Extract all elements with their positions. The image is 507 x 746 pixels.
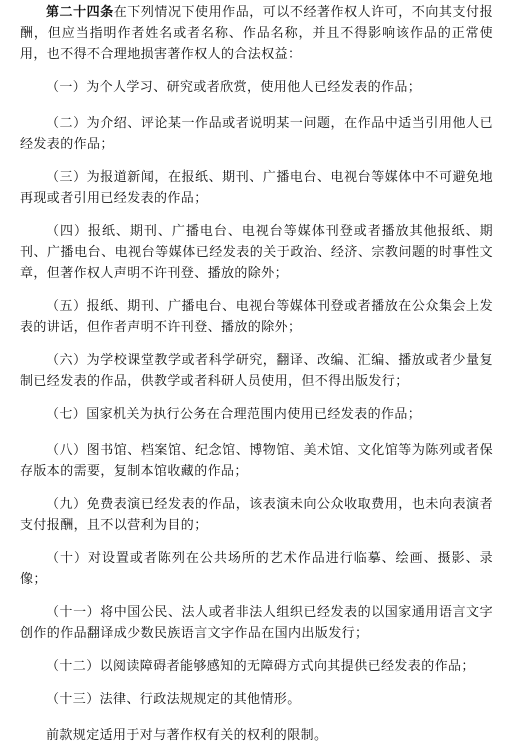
list-item-2: （二）为介绍、评论某一作品或者说明某一问题，在作品中适当引用他人已经发表的作品； bbox=[20, 116, 493, 152]
list-item-8: （八）图书馆、档案馆、纪念馆、博物馆、美术馆、文化馆等为陈列或者保存版本的需要，复制本馆收藏的作品； bbox=[20, 443, 493, 479]
list-item-1: （一）为个人学习、研究或者欣赏，使用他人已经发表的作品； bbox=[46, 80, 422, 95]
list-item-7: （七）国家机关为执行公务在合理范围内使用已经发表的作品； bbox=[46, 407, 422, 422]
list-item-11: （十一）将中国公民、法人或者非法人组织已经发表的以国家通用语言文字创作的作品翻译成少数民族语言文字作品在国内出版发行； bbox=[20, 605, 493, 641]
list-item-3: （三）为报道新闻，在报纸、期刊、广播电台、电视台等媒体中不可避免地再现或者引用已经发表的作品； bbox=[20, 170, 493, 206]
list-item-12: （十二）以阅读障碍者能够感知的无障碍方式向其提供已经发表的作品； bbox=[46, 659, 475, 674]
list-item-9: （九）免费表演已经发表的作品，该表演未向公众收取费用，也未向表演者支付报酬，且不以营利为目的； bbox=[20, 497, 493, 533]
list-item-6: （六）为学校课堂教学或者科学研究，翻译、改编、汇编、播放或者少量复制已经发表的作品，供教学或者科研人员使用，但不得出版发行； bbox=[20, 353, 493, 389]
list-item-10: （十）对设置或者陈列在公共场所的艺术作品进行临摹、绘画、摄影、录像； bbox=[20, 551, 493, 587]
article-intro bbox=[20, 2, 493, 65]
list-item-5: （五）报纸、期刊、广播电台、电视台等媒体刊登或者播放在公众集会上发表的讲话，但作者声明不许刊登、播放的除外； bbox=[20, 299, 493, 335]
article-intro-text: 在下列情况下使用作品，可以不经著作权人许可，不向其支付报酬，但应当指明作者姓名或者名称、作品名称，并且不得影响该作品的正常使用，也不得不合理地损害著作权人的合法权益： bbox=[20, 5, 493, 62]
list-item-13: （十三）法律、行政法规规定的其他情形。 bbox=[46, 692, 301, 707]
article-number: 第二十四条 bbox=[46, 5, 114, 20]
list-item-4: （四）报纸、期刊、广播电台、电视台等媒体刊登或者播放其他报纸、期刊、广播电台、电视台等媒体已经发表的关于政治、经济、宗教问题的时事性文章，但著作权人声明不许刊登、播放的除外； bbox=[20, 224, 493, 281]
closing-paragraph: 前款规定适用于对与著作权有关的权利的限制。 bbox=[46, 728, 328, 743]
